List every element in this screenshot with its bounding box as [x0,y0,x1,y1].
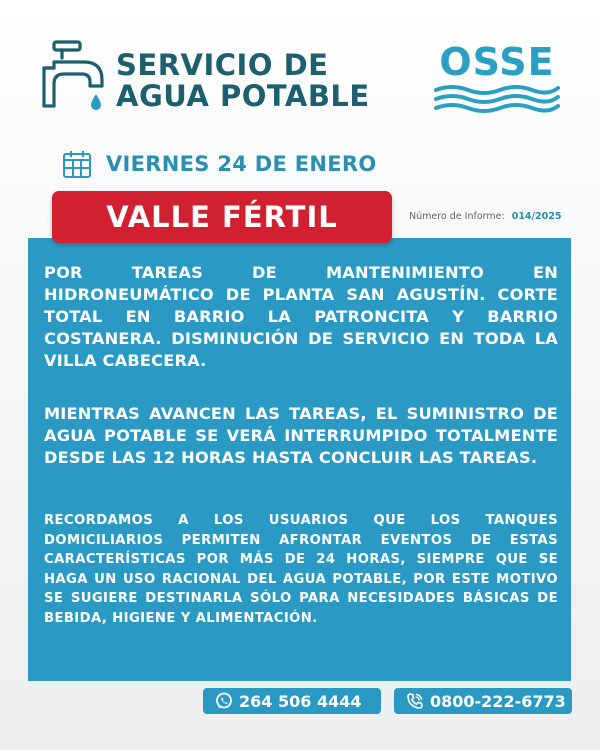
waves-icon [432,82,562,116]
osse-logo [432,42,562,118]
whatsapp-contact[interactable] [203,688,381,714]
page-title [116,50,370,112]
whatsapp-number: 264 506 4444 [239,691,362,711]
date-row [62,148,377,180]
logo-text: OSSE [439,40,555,84]
faucet-icon [40,40,110,112]
location-banner [52,191,392,243]
title-line-2: AGUA POTABLE [116,79,370,113]
report-value: 014/2025 [511,211,562,222]
report-number [409,211,561,222]
header [0,0,600,140]
calendar-icon [62,149,92,179]
notice-paragraph-1: POR TAREAS DE MANTENIMIENTO EN HIDRONEUMÁTICO DE PLANTA SAN AGUSTÍN. CORTE TOTAL EN BARRIO LA PATRONCITA Y BARRIO COSTANERA. DISMINUCIÓN DE SERVICIO EN TODA LA VILLA CABECERA. [44,263,558,370]
phone-number: 0800-222-6773 [430,691,566,711]
phone-contact[interactable] [394,688,572,714]
location-label: VALLE FÉRTIL [106,200,338,234]
notice-paragraph-2: MIENTRAS AVANCEN LAS TAREAS, EL SUMINISTRO DE AGUA POTABLE SE VERÁ INTERRUMPIDO TOTALMENTE DESDE LAS 12 HORAS HASTA CONCLUIR LAS TAREAS. [44,404,558,467]
date-label: VIERNES 24 DE ENERO [106,152,377,176]
title-line-1: SERVICIO DE [116,48,329,82]
report-label: Número de Informe: [409,211,505,222]
notice-paragraph-3: RECORDAMOS A LOS USUARIOS QUE LOS TANQUES DOMICILIARIOS PERMITEN AFRONTAR EVENTOS DE ESTAS CARACTERÍSTICAS POR MÁS DE 24 HORAS, SIEMPRE QUE SE HAGA UN USO RACIONAL DEL AGUA POTABLE, POR ESTE MOTIVO SE SUGIERE DESTINARLA SÓLO PARA NECESIDADES BÁSICAS DE BEBIDA, HIGIENE Y ALIMENTACIÓN. [44,513,558,626]
whatsapp-icon [215,692,233,710]
phone-icon [406,692,424,710]
